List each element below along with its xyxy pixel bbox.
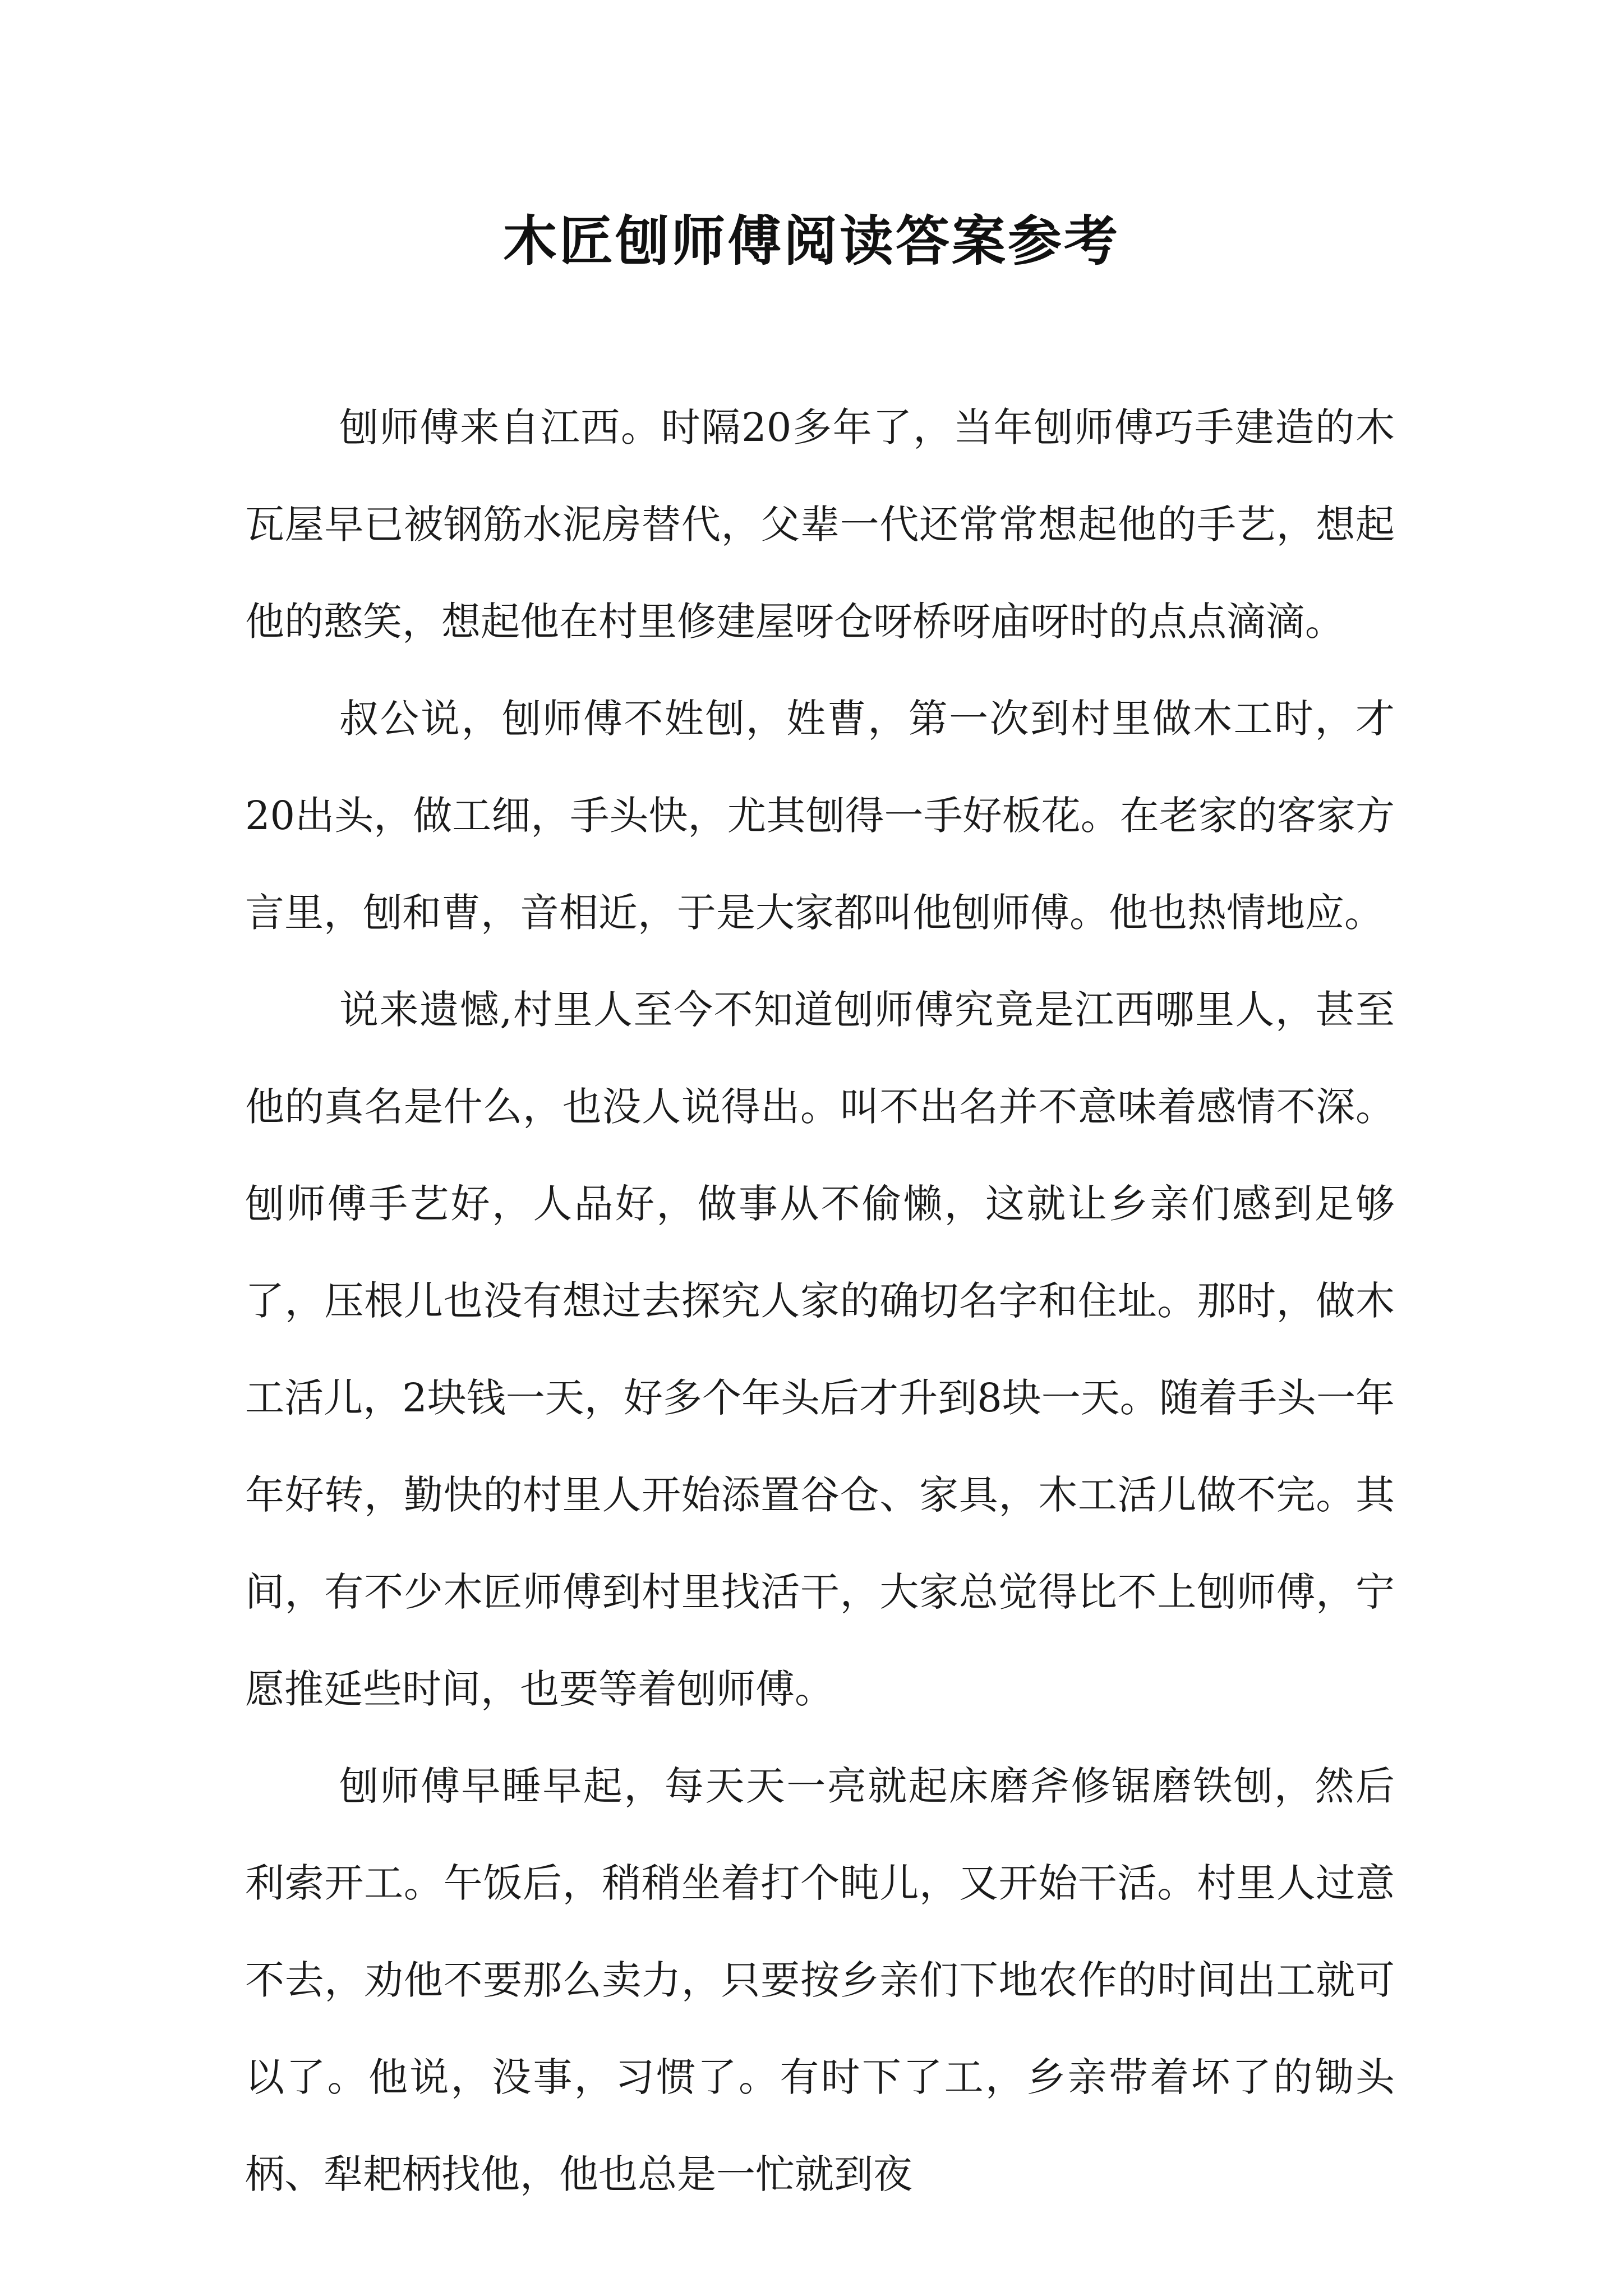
- paragraph-1: 刨师傅来自江西。时隔20多年了，当年刨师傅巧手建造的木瓦屋早已被钢筋水泥房替代，父辈一代还常常想起他的手艺，想起他的憨笑，想起他在村里修建屋呀仓呀桥呀庙呀时的点点滴滴。: [245, 404, 1395, 645]
- document-title: 木匠刨师傅阅读答案参考: [503, 209, 1120, 273]
- paragraph-4: 刨师傅早睡早起，每天天一亮就起床磨斧修锯磨铁刨，然后利索开工。午饭后，稍稍坐着打个盹儿，又开始干活。村里人过意不去，劝他不要那么卖力，只要按乡亲们下地农作的时间出工就可以了。他说，没事，习惯了。有时下了工，乡亲带着坏了的锄头柄、犁耙柄找他，他也总是一忙就到夜: [245, 1763, 1395, 2197]
- document-body: [245, 379, 1395, 2223]
- paragraph-3: 说来遗憾,村里人至今不知道刨师傅究竟是江西哪里人，甚至他的真名是什么，也没人说得出。叫不出名并不意味着感情不深。刨师傅手艺好，人品好，做事从不偷懒，这就让乡亲们感到足够了，压根儿也没有想过去探究人家的确切名字和住址。那时，做木工活儿，2块钱一天，好多个年头后才升到8块一天。随着手头一年年好转，勤快的村里人开始添置谷仓、家具，木工活儿做不完。其间，有不少木匠师傅到村里找活干，大家总觉得比不上刨师傅，宁愿推延些时间，也要等着刨师傅。: [245, 987, 1395, 1712]
- paragraph-2: 叔公说，刨师傅不姓刨，姓曹，第一次到村里做木工时，才20出头，做工细，手头快，尤其刨得一手好板花。在老家的客家方言里，刨和曹，音相近，于是大家都叫他刨师傅。他也热情地应。: [245, 696, 1395, 936]
